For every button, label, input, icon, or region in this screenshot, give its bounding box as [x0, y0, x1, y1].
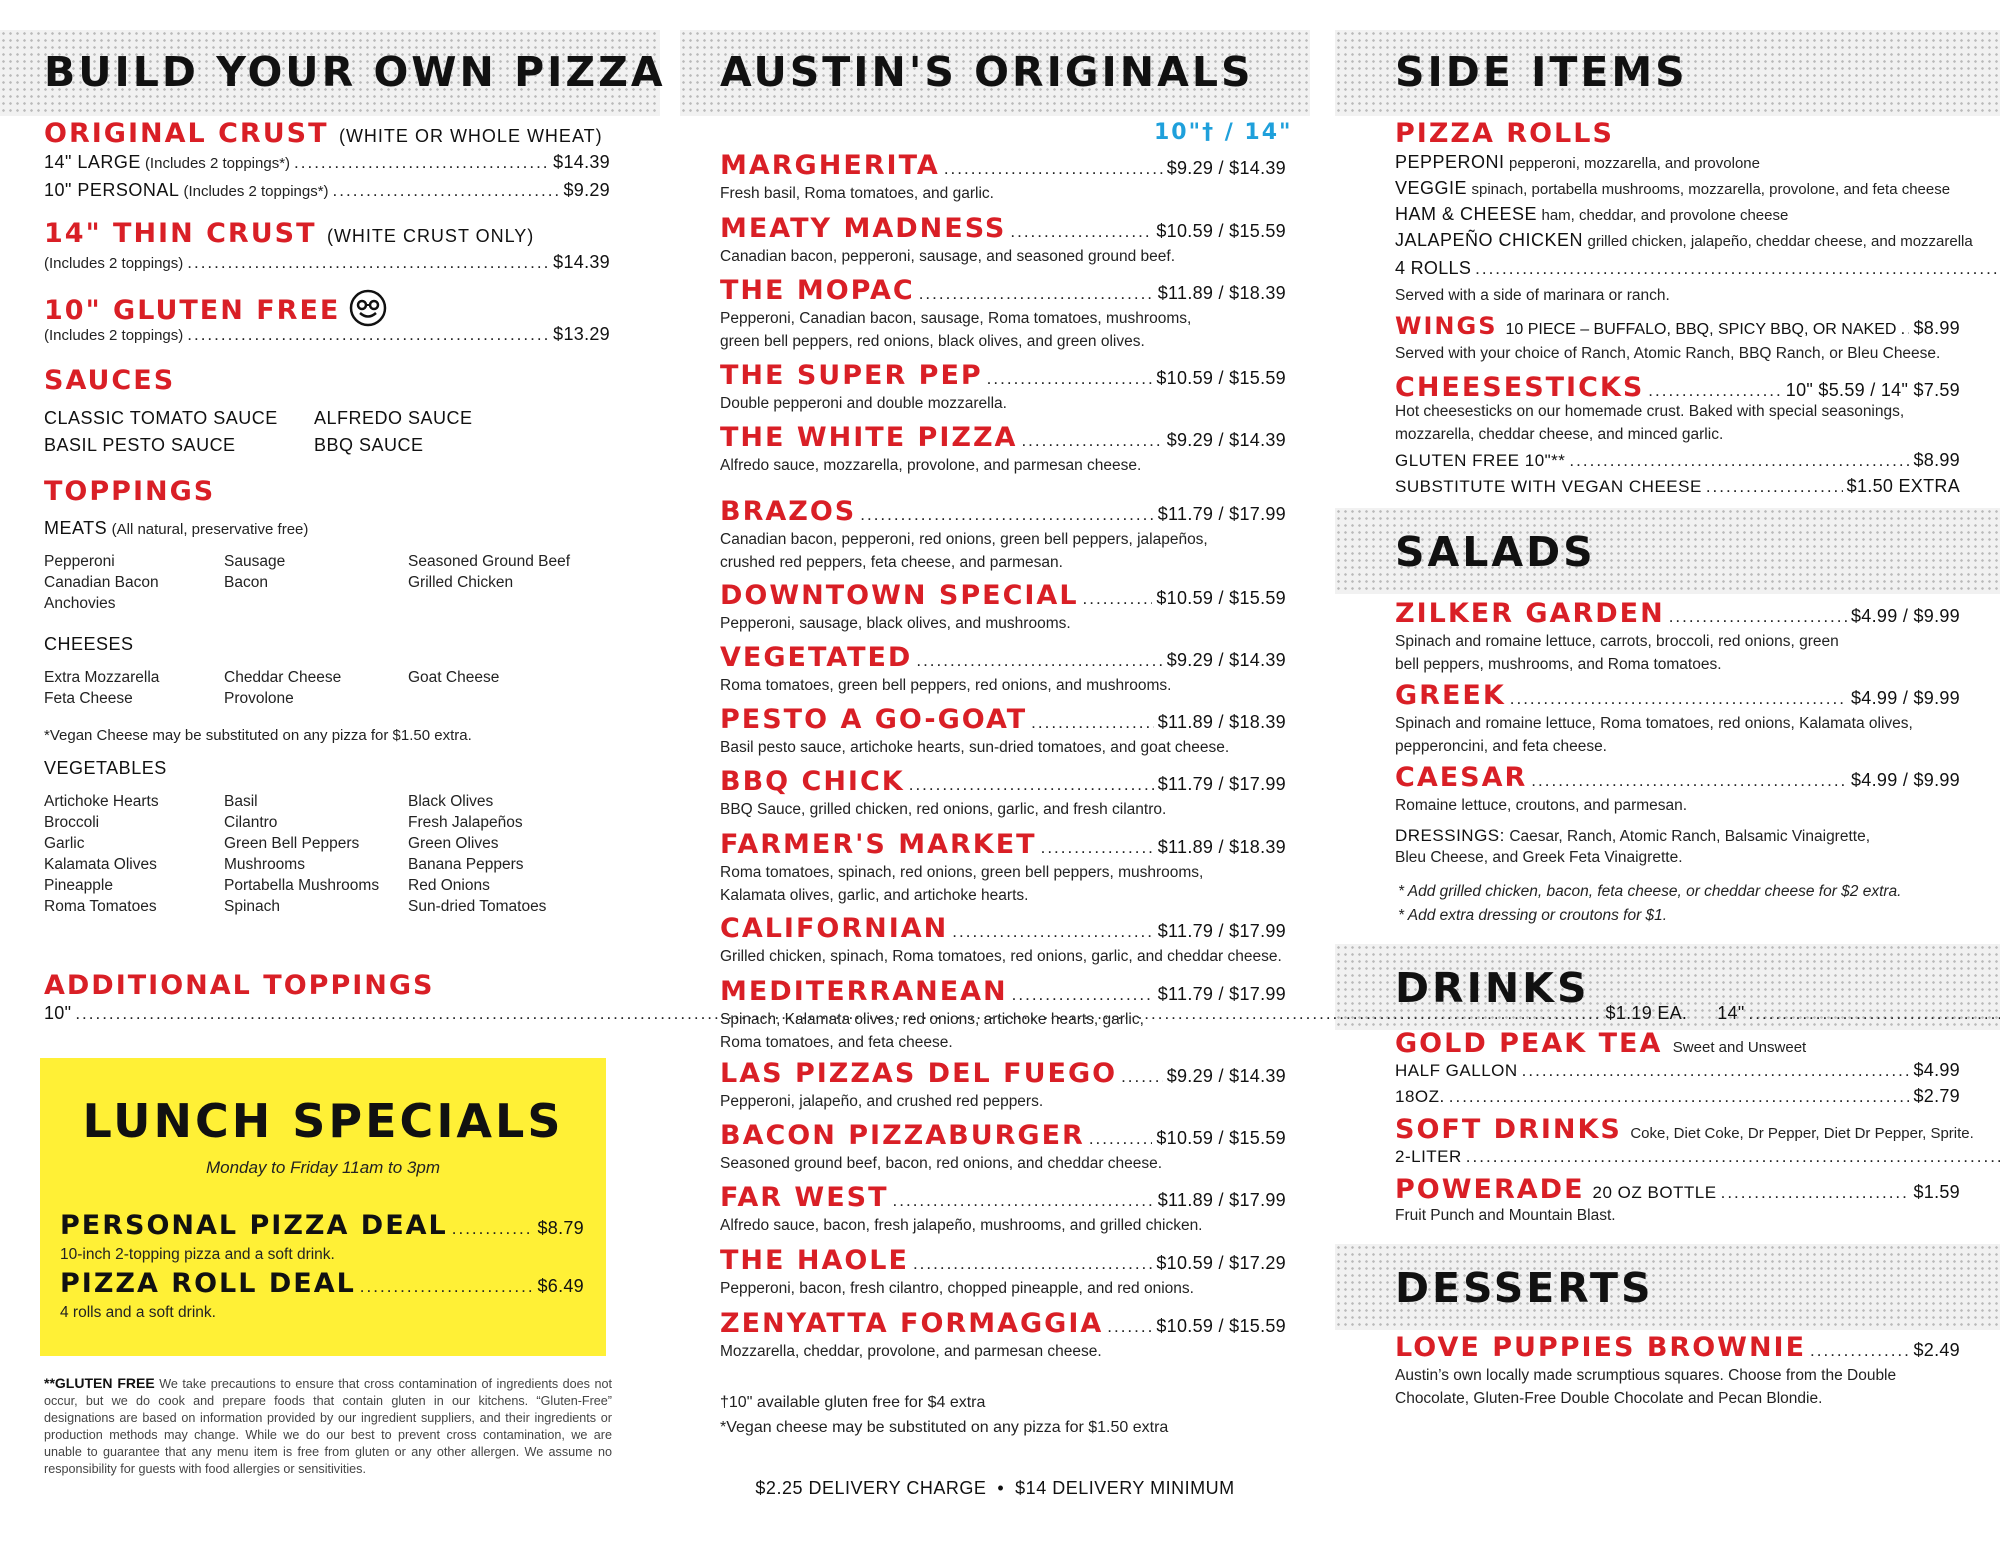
original-pizza-row [720, 360, 1286, 391]
dressings-text: Caesar, Ranch, Atomic Ranch, Balsamic Vinaigrette, [1509, 828, 1871, 845]
row-note: (Includes 2 toppings*) [183, 183, 329, 200]
pizza-price: $11.79 / $17.99 [1157, 774, 1286, 794]
pizza-desc: Double pepperoni and double mozzarella. [720, 395, 1007, 412]
leader-dots [1900, 319, 1909, 339]
wings-price: $8.99 [1913, 318, 1960, 338]
leader-dots [294, 153, 549, 173]
topping-item: Provolone [224, 690, 294, 707]
price-row-18oz [1395, 1086, 1960, 1107]
leader-dots [1706, 477, 1843, 497]
sauce-item: CLASSIC TOMATO SAUCE [44, 408, 278, 428]
row-label: HALF GALLON [1395, 1061, 1518, 1080]
pizza-name: MEDITERRANEAN [720, 976, 1008, 1007]
leader-dots [1749, 1004, 2000, 1024]
roll-variety [1395, 178, 1965, 204]
leader-dots [1012, 985, 1154, 1005]
lunch-specials-title: LUNCH SPECIALS [82, 1094, 564, 1148]
leader-dots [1121, 1067, 1163, 1087]
original-pizza-row [720, 580, 1286, 611]
topping-item: Fresh Jalapeños [408, 814, 523, 831]
pizza-name: THE MOPAC [720, 275, 915, 306]
soft-drinks-note: Coke, Diet Coke, Dr Pepper, Diet Dr Pepper, Sprite. [1630, 1125, 1974, 1142]
leader-dots [952, 922, 1153, 942]
leader-dots [1669, 607, 1847, 627]
leader-dots [1107, 1317, 1152, 1337]
pizza-rolls-prices [1395, 258, 1960, 279]
leader-dots [1810, 1341, 1909, 1361]
original-pizza-row [720, 704, 1286, 735]
leader-dots [913, 1254, 1152, 1274]
toppings-title: TOPPINGS [44, 476, 216, 507]
brownie-desc-2: Chocolate, Gluten-Free Double Chocolate and Pecan Blondie. [1395, 1390, 1823, 1407]
salad-addon-note-1: * Add grilled chicken, bacon, feta cheese, or cheddar cheese for $2 extra. [1398, 883, 1902, 900]
row-price: $2.79 [1913, 1086, 1960, 1106]
salad-desc: Spinach and romaine lettuce, carrots, broccoli, red onions, green [1395, 633, 1839, 650]
topping-item: Roma Tomatoes [44, 898, 157, 915]
original-pizza-row [720, 976, 1286, 1007]
salad-price: $4.99 / $9.99 [1851, 770, 1960, 790]
gluten-free-name: 10" GLUTEN FREE [44, 295, 341, 326]
pizza-name: CALIFORNIAN [720, 913, 949, 944]
row-label: 4 ROLLS [1395, 258, 1472, 278]
pizza-name: ZENYATTA FORMAGGIA [720, 1308, 1104, 1339]
original-pizza-row [720, 1058, 1286, 1089]
topping-item: Cheddar Cheese [224, 669, 342, 686]
row-label: 14" [1717, 1003, 1745, 1023]
pizza-desc: crushed red peppers, feta cheese, and parmesan. [720, 554, 1063, 571]
topping-item: Bacon [224, 574, 268, 591]
powerade-desc: Fruit Punch and Mountain Blast. [1395, 1207, 1616, 1224]
leader-dots [1569, 451, 1909, 471]
topping-item: Kalamata Olives [44, 856, 157, 873]
salad-desc: Romaine lettuce, croutons, and parmesan. [1395, 797, 1688, 814]
pizza-price: $10.59 / $15.59 [1156, 1128, 1286, 1148]
soft-drinks-heading [1395, 1114, 1974, 1145]
deal-price: $8.79 [537, 1218, 584, 1238]
pizza-price: $10.59 / $17.29 [1156, 1253, 1286, 1273]
lunch-deal-personal [60, 1210, 584, 1241]
sauce-item: BASIL PESTO SAUCE [44, 435, 236, 455]
lunch-specials-hours: Monday to Friday 11am to 3pm [205, 1158, 440, 1177]
variety-desc: spinach, portabella mushrooms, mozzarella, provolone, and feta cheese [1471, 181, 1951, 198]
row-price: $1.19 EA. [1605, 1003, 1688, 1023]
pizza-name: BRAZOS [720, 496, 857, 527]
originals-footnote-vegan: *Vegan cheese may be substituted on any pizza for $1.50 extra [720, 1419, 1169, 1436]
topping-item: Artichoke Hearts [44, 793, 159, 810]
pizza-desc: Spinach, Kalamata olives, red onions, artichoke hearts, garlic, [720, 1011, 1144, 1028]
leader-dots [944, 159, 1163, 179]
original-pizza-row [720, 1182, 1286, 1213]
row-label: 10" PERSONAL [44, 180, 180, 200]
leader-dots [909, 775, 1154, 795]
row-price: $4.99 [1913, 1060, 1960, 1080]
vegetables-list [44, 793, 608, 916]
leader-dots [1721, 1183, 1910, 1203]
pizza-price: $10.59 / $15.59 [1156, 368, 1286, 388]
row-note: (Includes 2 toppings) [44, 327, 184, 344]
pizza-price: $10.59 / $15.59 [1156, 588, 1286, 608]
salad-row [1395, 680, 1960, 711]
leader-dots [1510, 689, 1847, 709]
topping-item: Extra Mozzarella [44, 669, 160, 686]
leader-dots [333, 181, 560, 201]
topping-item: Pineapple [44, 877, 113, 894]
roll-variety [1395, 152, 1965, 178]
salad-name: CAESAR [1395, 762, 1528, 793]
originals-title: AUSTIN'S ORIGINALS [720, 48, 1254, 96]
meats-heading [44, 518, 308, 539]
pizza-desc: Canadian bacon, pepperoni, red onions, green bell peppers, jalapeños, [720, 531, 1208, 548]
topping-item: Seasoned Ground Beef [408, 553, 571, 570]
pizza-desc: Roma tomatoes, and feta cheese. [720, 1034, 953, 1051]
pizza-desc: green bell peppers, red onions, black olives, and green olives. [720, 333, 1145, 350]
topping-item: Grilled Chicken [408, 574, 514, 591]
price-row-14-large [44, 152, 610, 173]
leader-dots [187, 325, 549, 345]
pizza-name: MARGHERITA [720, 150, 940, 181]
topping-item: Sausage [224, 553, 286, 570]
topping-item: Black Olives [408, 793, 494, 810]
originals-size-header: 10"† / 14" [1154, 120, 1293, 145]
pizza-desc: Pepperoni, jalapeño, and crushed red peppers. [720, 1093, 1044, 1110]
pizza-desc: Pepperoni, sausage, black olives, and mushrooms. [720, 615, 1071, 632]
pizza-price: $11.79 / $17.99 [1157, 984, 1286, 1004]
salad-desc: pepperoncini, and feta cheese. [1395, 738, 1607, 755]
pizza-rolls-varieties [1395, 152, 1973, 256]
row-price: $9.29 [563, 180, 610, 200]
cheeses-list [44, 669, 608, 708]
powerade-note: 20 OZ BOTTLE [1592, 1183, 1717, 1202]
variety-label: PEPPERONI [1395, 152, 1505, 172]
gluten-free-disclaimer [44, 1375, 612, 1478]
pizza-price: $9.29 / $14.39 [1166, 430, 1286, 450]
topping-item: Pepperoni [44, 553, 115, 570]
wings-desc: Served with your choice of Ranch, Atomic Ranch, BBQ Ranch, or Bleu Cheese. [1395, 345, 1941, 362]
price-row-10-personal [44, 180, 610, 201]
salad-name: ZILKER GARDEN [1395, 598, 1665, 629]
dressings-line-2: Bleu Cheese, and Greek Feta Vinaigrette. [1395, 849, 1683, 866]
salad-row [1395, 762, 1960, 793]
leader-dots [1522, 1061, 1910, 1081]
dressings [1395, 826, 1960, 867]
topping-item: Red Onions [408, 877, 490, 894]
original-pizza-row [720, 213, 1286, 244]
leader-dots [1031, 713, 1154, 733]
original-pizza-row [720, 275, 1286, 306]
lunch-deal-roll [60, 1268, 584, 1299]
leader-dots [1648, 381, 1782, 401]
pizza-name: VEGETATED [720, 642, 913, 673]
original-pizza-row [720, 829, 1286, 860]
pizza-desc: Pepperoni, bacon, fresh cilantro, chopped pineapple, and red onions. [720, 1280, 1194, 1297]
original-pizza-row [720, 496, 1286, 527]
pizza-price: $11.89 / $18.39 [1157, 712, 1286, 732]
pizza-name: THE SUPER PEP [720, 360, 983, 391]
pizza-name: BACON PIZZABURGER [720, 1120, 1085, 1151]
original-pizza-row [720, 766, 1286, 797]
original-pizza-row [720, 422, 1286, 453]
pizza-price: $11.89 / $17.99 [1157, 1190, 1286, 1210]
pizza-desc: Basil pesto sauce, artichoke hearts, sun-dried tomatoes, and goat cheese. [720, 739, 1230, 756]
topping-item: Banana Peppers [408, 856, 524, 873]
brownie-desc-1: Austin’s own locally made scrumptious squares. Choose from the Double [1395, 1367, 1897, 1384]
topping-item: Cilantro [224, 814, 278, 831]
pizza-desc: Grilled chicken, spinach, Roma tomatoes, red onions, garlic, and cheddar cheese. [720, 948, 1282, 965]
leader-dots [1041, 838, 1154, 858]
deal-name: PIZZA ROLL DEAL [60, 1268, 356, 1299]
gluten-free-disclaimer-label: **GLUTEN FREE [44, 1375, 155, 1391]
leader-dots [1010, 222, 1152, 242]
salad-desc: bell peppers, mushrooms, and Roma tomatoes. [1395, 656, 1722, 673]
original-crust-note: (WHITE OR WHOLE WHEAT) [338, 126, 603, 146]
leader-dots [916, 651, 1162, 671]
pizza-price: $11.79 / $17.99 [1157, 921, 1286, 941]
pizza-desc: Kalamata olives, garlic, and artichoke hearts. [720, 887, 1029, 904]
soft-drinks-name: SOFT DRINKS [1395, 1114, 1622, 1145]
leader-dots [1083, 589, 1153, 609]
row-price: $1.50 EXTRA [1846, 476, 1960, 496]
meats-list [44, 553, 608, 613]
salad-desc: Spinach and romaine lettuce, Roma tomatoes, red onions, Kalamata olives, [1395, 715, 1913, 732]
topping-item: Portabella Mushrooms [224, 877, 380, 894]
price-row-gf-cheesesticks [1395, 450, 1960, 471]
sauces-title: SAUCES [44, 365, 176, 396]
pizza-name: THE WHITE PIZZA [720, 422, 1018, 453]
row-note: (Includes 2 toppings*) [144, 155, 291, 172]
sides-title: SIDE ITEMS [1395, 48, 1688, 96]
pizza-desc: BBQ Sauce, grilled chicken, red onions, garlic, and fresh cilantro. [720, 801, 1167, 818]
cheesesticks-name: CHEESESTICKS [1395, 372, 1645, 403]
pizza-name: THE HAOLE [720, 1245, 909, 1276]
pizza-desc: Alfredo sauce, bacon, fresh jalapeño, mushrooms, and grilled chicken. [720, 1217, 1203, 1234]
original-pizza-row [720, 913, 1286, 944]
salad-addon-note-2: * Add extra dressing or croutons for $1. [1398, 907, 1668, 924]
gold-peak-name: GOLD PEAK TEA [1395, 1028, 1663, 1059]
salads-title: SALADS [1395, 528, 1596, 576]
original-crust-heading [44, 118, 603, 149]
pizza-price: $10.59 / $15.59 [1156, 1316, 1286, 1336]
topping-item: Green Bell Peppers [224, 835, 360, 852]
row-price: $13.29 [553, 324, 610, 344]
pizza-rolls-name: PIZZA ROLLS [1395, 118, 1614, 149]
price-row-2-liter [1395, 1146, 2000, 1167]
topping-item: Garlic [44, 835, 85, 852]
leader-dots [1089, 1129, 1153, 1149]
row-label: SUBSTITUTE WITH VEGAN CHEESE [1395, 477, 1702, 496]
gold-peak-note: Sweet and Unsweet [1672, 1039, 1807, 1056]
topping-item: Anchovies [44, 595, 116, 612]
leader-dots [893, 1191, 1154, 1211]
byo-title: BUILD YOUR OWN PIZZA [44, 48, 666, 96]
leader-dots [452, 1219, 534, 1239]
leader-dots [1531, 771, 1847, 791]
meats-note: (All natural, preservative free) [111, 521, 309, 538]
price-row-vegan-cheese [1395, 476, 1960, 497]
leader-dots [187, 253, 549, 273]
salad-row [1395, 598, 1960, 629]
gluten-free-disclaimer-text: We take precautions to ensure that cross contamination of ingredients does not occur, but we do cook and prepare foods that contain gluten in our kitchens. “Gluten-Free” designations are based on information provided by our ingredient suppliers, and their ingredients or production methods may change. While we do our best to prevent cross contamination, we are unable to guarantee that any menu item is free from gluten or any other allergen. We assume no responsibility for guests with food allergies or sensitivities. [44, 1377, 612, 1476]
deal-price: $6.49 [537, 1276, 584, 1296]
row-price: $8.99 [1913, 450, 1960, 470]
row-price: $14.39 [553, 252, 610, 272]
vegan-cheese-note: *Vegan Cheese may be substituted on any pizza for $1.50 extra. [44, 727, 472, 744]
additional-toppings-title: ADDITIONAL TOPPINGS [44, 970, 435, 1001]
leader-dots [1021, 431, 1162, 451]
pizza-name: FARMER'S MARKET [720, 829, 1037, 860]
roll-variety [1395, 230, 1973, 256]
row-price: $14.39 [553, 152, 610, 172]
pizza-price: $9.29 / $14.39 [1166, 1066, 1286, 1086]
salad-price: $4.99 / $9.99 [1851, 606, 1960, 626]
pizza-price: $9.29 / $14.39 [1166, 158, 1286, 178]
original-pizza-row [720, 1245, 1286, 1276]
variety-desc: grilled chicken, jalapeño, cheddar cheese, and mozzarella [1587, 233, 1973, 250]
leader-dots [860, 505, 1153, 525]
soft-drinks-prices [1395, 1146, 1960, 1167]
variety-desc: ham, cheddar, and provolone cheese [1541, 207, 1789, 224]
sauces-list [44, 408, 514, 456]
brownie-name: LOVE PUPPIES BROWNIE [1395, 1332, 1807, 1363]
variety-label: HAM & CHEESE [1395, 204, 1538, 224]
cheeses-label: CHEESES [44, 634, 134, 654]
variety-desc: pepperoni, mozzarella, and provolone [1508, 155, 1760, 172]
cheesesticks-price: 10" $5.59 / 14" $7.59 [1785, 380, 1960, 400]
pizza-name: DOWNTOWN SPECIAL [720, 580, 1079, 611]
original-pizza-row [720, 1120, 1286, 1151]
original-pizza-row [720, 150, 1286, 181]
pizza-name: FAR WEST [720, 1182, 889, 1213]
thin-crust-heading [44, 218, 534, 249]
leader-dots [1466, 1147, 2000, 1167]
pizza-desc: Pepperoni, Canadian bacon, sausage, Roma tomatoes, mushrooms, [720, 310, 1192, 327]
thin-crust-name: 14" THIN CRUST [44, 218, 317, 249]
leader-dots [1475, 259, 2000, 279]
deal-name: PERSONAL PIZZA DEAL [60, 1210, 448, 1241]
cheesesticks-row [1395, 372, 1960, 403]
lunch-deal-personal-desc: 10-inch 2-topping pizza and a soft drink. [60, 1246, 335, 1263]
price-row-additional-14 [1717, 1003, 2000, 1024]
price-row-half-gallon [1395, 1060, 1960, 1081]
leader-dots [1449, 1087, 1910, 1107]
vegetables-label: VEGETABLES [44, 758, 167, 778]
pizza-name: MEATY MADNESS [720, 213, 1007, 244]
cheesesticks-desc-1: Hot cheesesticks on our homemade crust. Baked with special seasonings, [1395, 403, 1905, 420]
pizza-desc: Canadian bacon, pepperoni, sausage, and seasoned ground beef. [720, 248, 1176, 265]
topping-item: Broccoli [44, 814, 100, 831]
topping-item: Goat Cheese [408, 669, 500, 686]
wings-row [1395, 312, 1960, 340]
leader-dots [360, 1277, 534, 1297]
pizza-price: $10.59 / $15.59 [1156, 221, 1286, 241]
price-row-thin-crust [44, 252, 610, 273]
lunch-specials-box [40, 1058, 606, 1356]
powerade-row [1395, 1174, 1960, 1205]
powerade-name: POWERADE [1395, 1174, 1585, 1205]
variety-label: JALAPEÑO CHICKEN [1395, 230, 1584, 250]
lunch-deal-roll-desc: 4 rolls and a soft drink. [60, 1304, 216, 1321]
wings-name: WINGS [1395, 312, 1498, 340]
pizza-name: PESTO A GO-GOAT [720, 704, 1028, 735]
roll-variety [1395, 204, 1965, 230]
row-label: 18OZ. [1395, 1087, 1445, 1106]
sauce-item: ALFREDO SAUCE [314, 408, 473, 428]
pizza-name: LAS PIZZAS DEL FUEGO [720, 1058, 1118, 1089]
salad-price: $4.99 / $9.99 [1851, 688, 1960, 708]
sauce-item: BBQ SAUCE [314, 435, 424, 455]
row-label: 14" LARGE [44, 152, 141, 172]
thin-crust-note: (WHITE CRUST ONLY) [326, 226, 535, 246]
gold-peak-heading [1395, 1028, 1806, 1059]
pizza-price: $11.89 / $18.39 [1157, 837, 1286, 857]
dressings-line-1 [1395, 826, 1960, 846]
variety-label: VEGGIE [1395, 178, 1468, 198]
originals-footnote-gf: †10" available gluten free for $4 extra [720, 1394, 986, 1411]
row-label: 10" [44, 1003, 72, 1023]
brownie-price: $2.49 [1913, 1340, 1960, 1360]
row-label: GLUTEN FREE 10"** [1395, 451, 1566, 470]
leader-dots [919, 284, 1154, 304]
pizza-price: $11.89 / $18.39 [1157, 283, 1286, 303]
pizza-desc: Fresh basil, Roma tomatoes, and garlic. [720, 185, 994, 202]
price-row-4-rolls [1395, 258, 2000, 279]
powerade-price: $1.59 [1913, 1182, 1960, 1202]
leader-dots [987, 369, 1153, 389]
pizza-desc: Seasoned ground beef, bacon, red onions, and cheddar cheese. [720, 1155, 1163, 1172]
pizza-rolls-note: Served with a side of marinara or ranch. [1395, 287, 1670, 304]
dressings-label: DRESSINGS: [1395, 826, 1505, 845]
pizza-name: BBQ CHICK [720, 766, 905, 797]
row-note: (Includes 2 toppings) [44, 255, 184, 272]
topping-item: Feta Cheese [44, 690, 133, 707]
desserts-title: DESSERTS [1395, 1264, 1654, 1312]
wings-note: 10 PIECE – BUFFALO, BBQ, SPICY BBQ, OR NAKED [1505, 321, 1897, 338]
original-pizza-row [720, 1308, 1286, 1339]
pizza-desc: Mozzarella, cheddar, provolone, and parmesan cheese. [720, 1343, 1102, 1360]
salad-name: GREEK [1395, 680, 1506, 711]
pizza-desc: Alfredo sauce, mozzarella, provolone, and parmesan cheese. [720, 457, 1142, 474]
topping-item: Basil [224, 793, 258, 810]
drinks-title: DRINKS [1395, 964, 1590, 1012]
price-row-gluten-free [44, 324, 610, 345]
topping-item: Canadian Bacon [44, 574, 159, 591]
topping-item: Mushrooms [224, 856, 305, 873]
row-label: 2-LITER [1395, 1147, 1462, 1166]
pizza-price: $11.79 / $17.99 [1157, 504, 1286, 524]
original-pizza-row [720, 642, 1286, 673]
pizza-desc: Roma tomatoes, green bell peppers, red onions, and mushrooms. [720, 677, 1172, 694]
topping-item: Sun-dried Tomatoes [408, 898, 547, 915]
topping-item: Green Olives [408, 835, 499, 852]
cheesesticks-desc-2: mozzarella, cheddar cheese, and minced garlic. [1395, 426, 1724, 443]
pizza-price: $9.29 / $14.39 [1166, 650, 1286, 670]
delivery-info: $2.25 DELIVERY CHARGE • $14 DELIVERY MINIMUM [755, 1478, 1235, 1498]
topping-item: Spinach [224, 898, 281, 915]
original-crust-name: ORIGINAL CRUST [44, 118, 329, 149]
brownie-row [1395, 1332, 1960, 1363]
pizza-desc: Roma tomatoes, spinach, red onions, green bell peppers, mushrooms, [720, 864, 1204, 881]
meats-label: MEATS [44, 518, 108, 538]
